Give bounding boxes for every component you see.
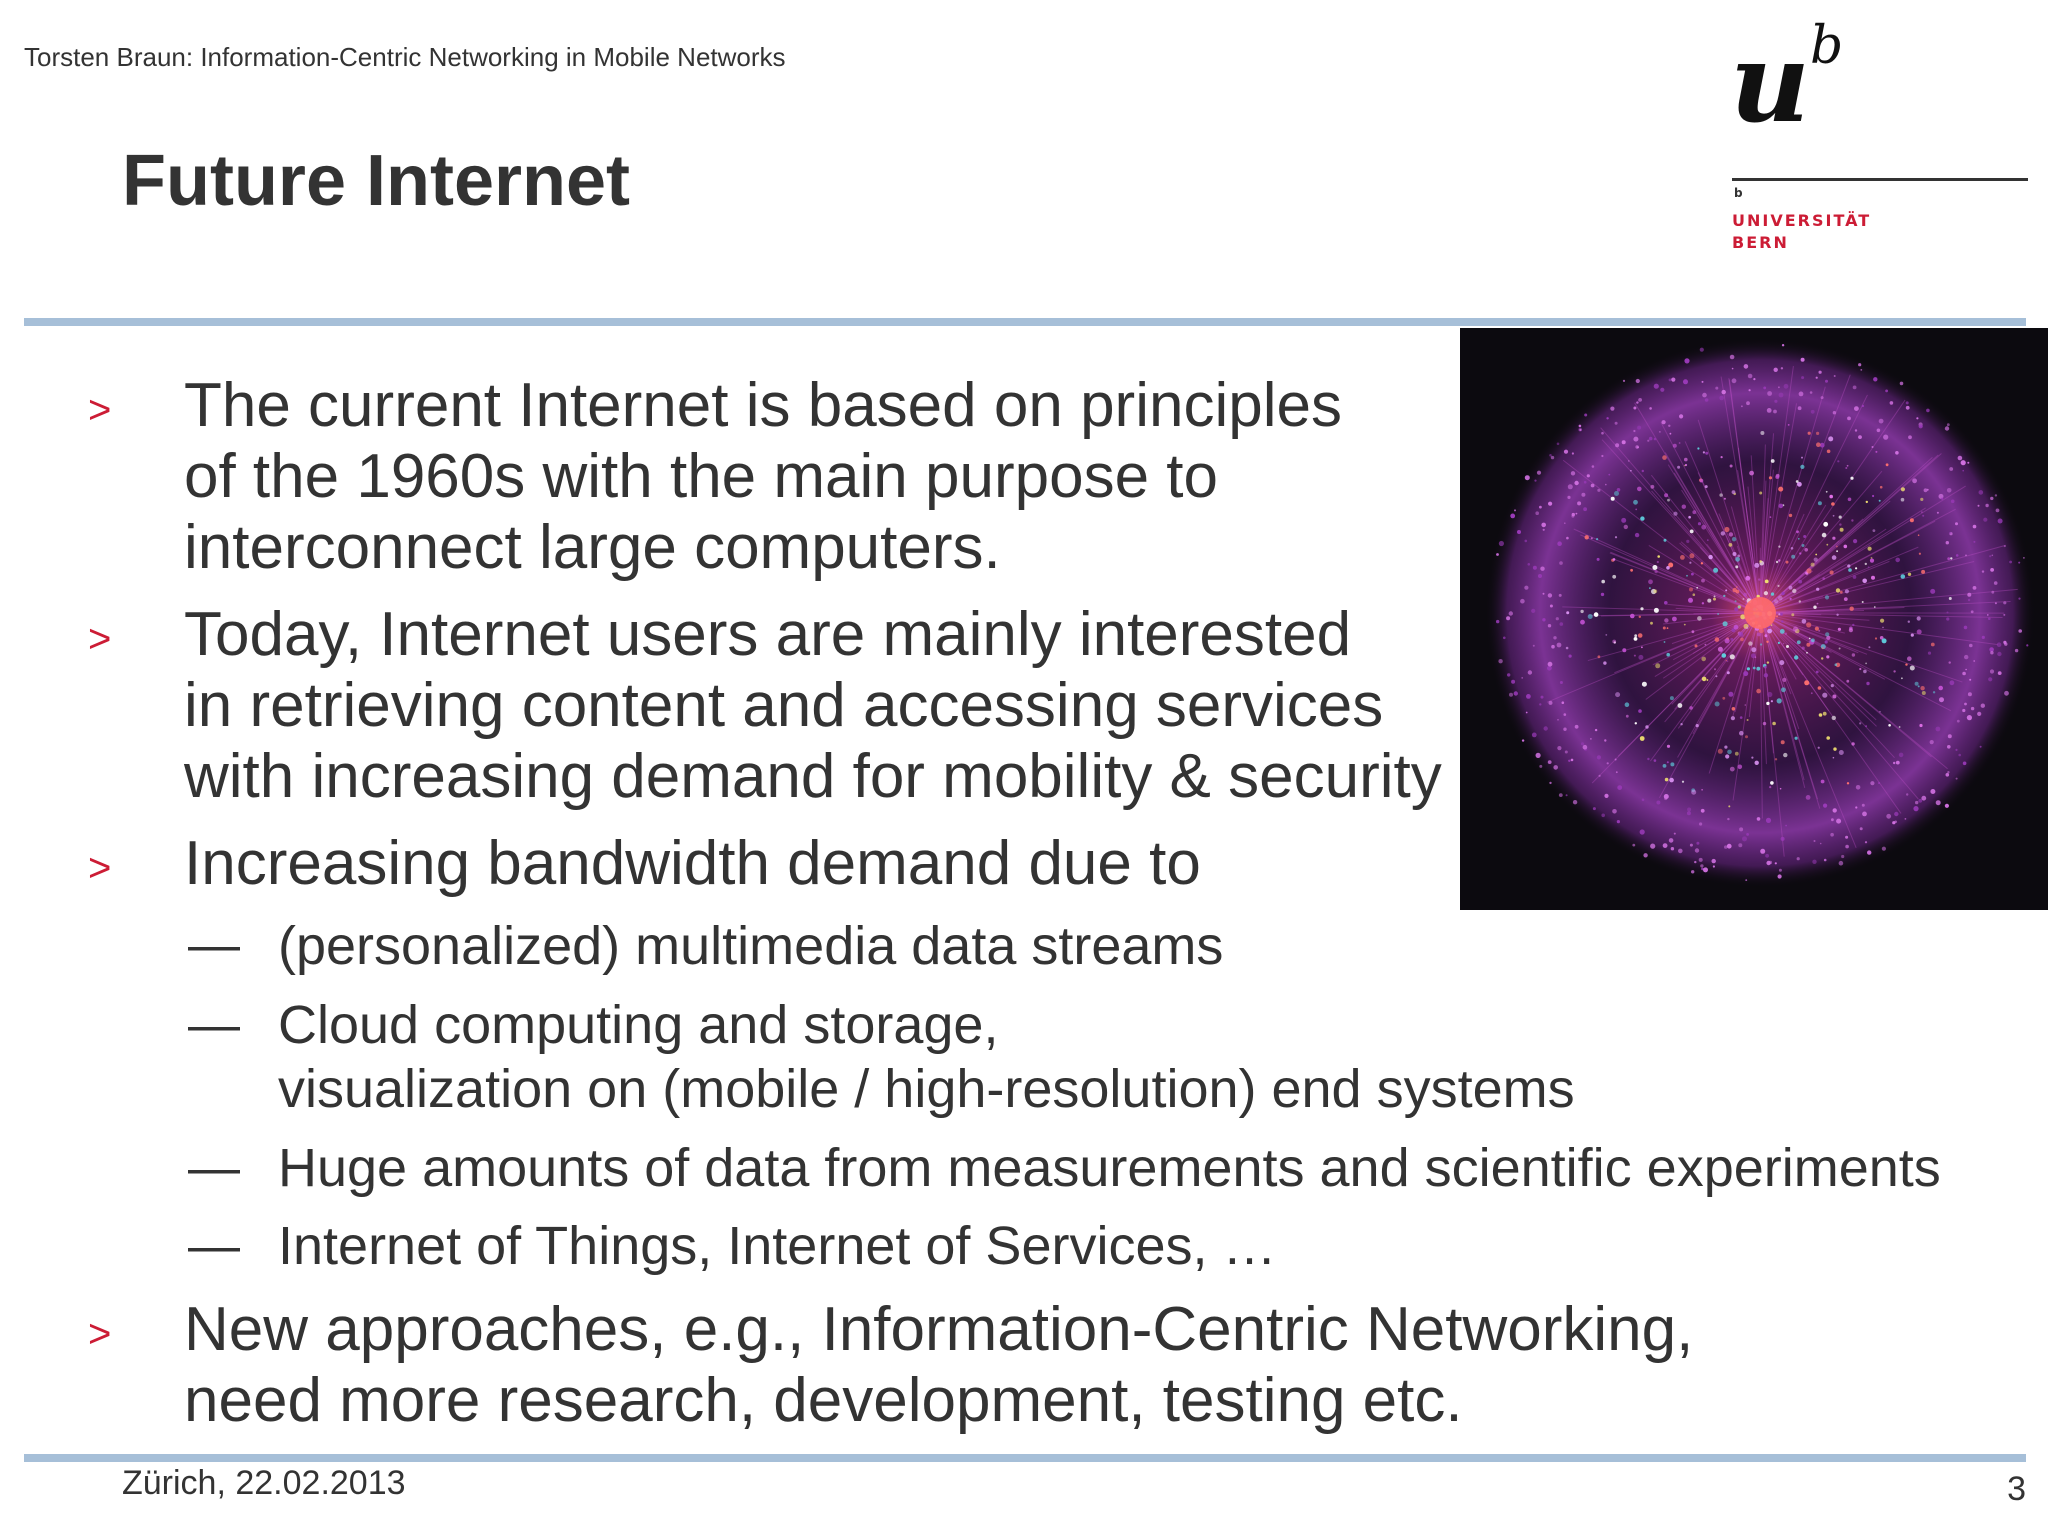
sub-bullet-marker: — bbox=[188, 996, 240, 1054]
sub-item-cloud bbox=[278, 993, 1575, 1121]
sub-item-line: Huge amounts of data from measurements and scientific experiments bbox=[278, 1138, 1941, 1198]
sub-item-line: Cloud computing and storage, bbox=[278, 995, 999, 1055]
sub-item-iot bbox=[278, 1214, 1277, 1278]
logo-line-2: BERN bbox=[1732, 233, 1789, 252]
bullet-item-new-approaches bbox=[184, 1294, 1693, 1436]
sub-bullet-marker: — bbox=[188, 1139, 240, 1197]
logo-b-mark: b bbox=[1810, 16, 1844, 76]
bullet-marker: > bbox=[88, 846, 112, 890]
sub-bullet-marker: — bbox=[188, 916, 240, 974]
sub-bullet-marker: — bbox=[188, 1217, 240, 1275]
bullet-line: in retrieving content and accessing services bbox=[184, 671, 1384, 740]
bullet-line: Today, Internet users are mainly interested bbox=[184, 600, 1352, 669]
sub-item-huge-data bbox=[278, 1136, 1941, 1200]
slide-title: Future Internet bbox=[122, 141, 631, 221]
bullet-item-today-users bbox=[184, 599, 1442, 812]
bullet-line: need more research, development, testing etc. bbox=[184, 1366, 1463, 1435]
page-number: 3 bbox=[2007, 1470, 2026, 1508]
bullet-line: of the 1960s with the main purpose to bbox=[184, 442, 1218, 511]
logo-u-mark: u bbox=[1730, 18, 1810, 147]
bullet-line: The current Internet is based on principles bbox=[184, 371, 1342, 440]
bullet-item-current-internet bbox=[184, 370, 1342, 583]
sub-item-line: visualization on (mobile / high-resolution) end systems bbox=[278, 1059, 1575, 1119]
bullet-marker: > bbox=[88, 1312, 112, 1356]
footer-divider bbox=[24, 1454, 2026, 1462]
slide-header-text: Torsten Braun: Information-Centric Networking in Mobile Networks bbox=[24, 42, 786, 72]
bullet-line: New approaches, e.g., Information-Centric Networking, bbox=[184, 1295, 1694, 1364]
sub-item-multimedia bbox=[278, 914, 1223, 978]
bullet-marker: > bbox=[88, 388, 112, 432]
logo-line-1: UNIVERSITÄT bbox=[1732, 211, 1872, 230]
bullet-line: interconnect large computers. bbox=[184, 513, 1001, 582]
logo-small-b: b bbox=[1734, 186, 1743, 200]
bullet-line: with increasing demand for mobility & security bbox=[184, 742, 1442, 811]
sub-item-line: (personalized) multimedia data streams bbox=[278, 916, 1224, 976]
sub-item-line: Internet of Things, Internet of Services, … bbox=[278, 1216, 1277, 1276]
bullet-line: Increasing bandwidth demand due to bbox=[184, 829, 1201, 898]
bullet-marker: > bbox=[88, 617, 112, 661]
footer-date: Zürich, 22.02.2013 bbox=[122, 1464, 406, 1502]
bullet-item-bandwidth-demand bbox=[184, 828, 1201, 899]
